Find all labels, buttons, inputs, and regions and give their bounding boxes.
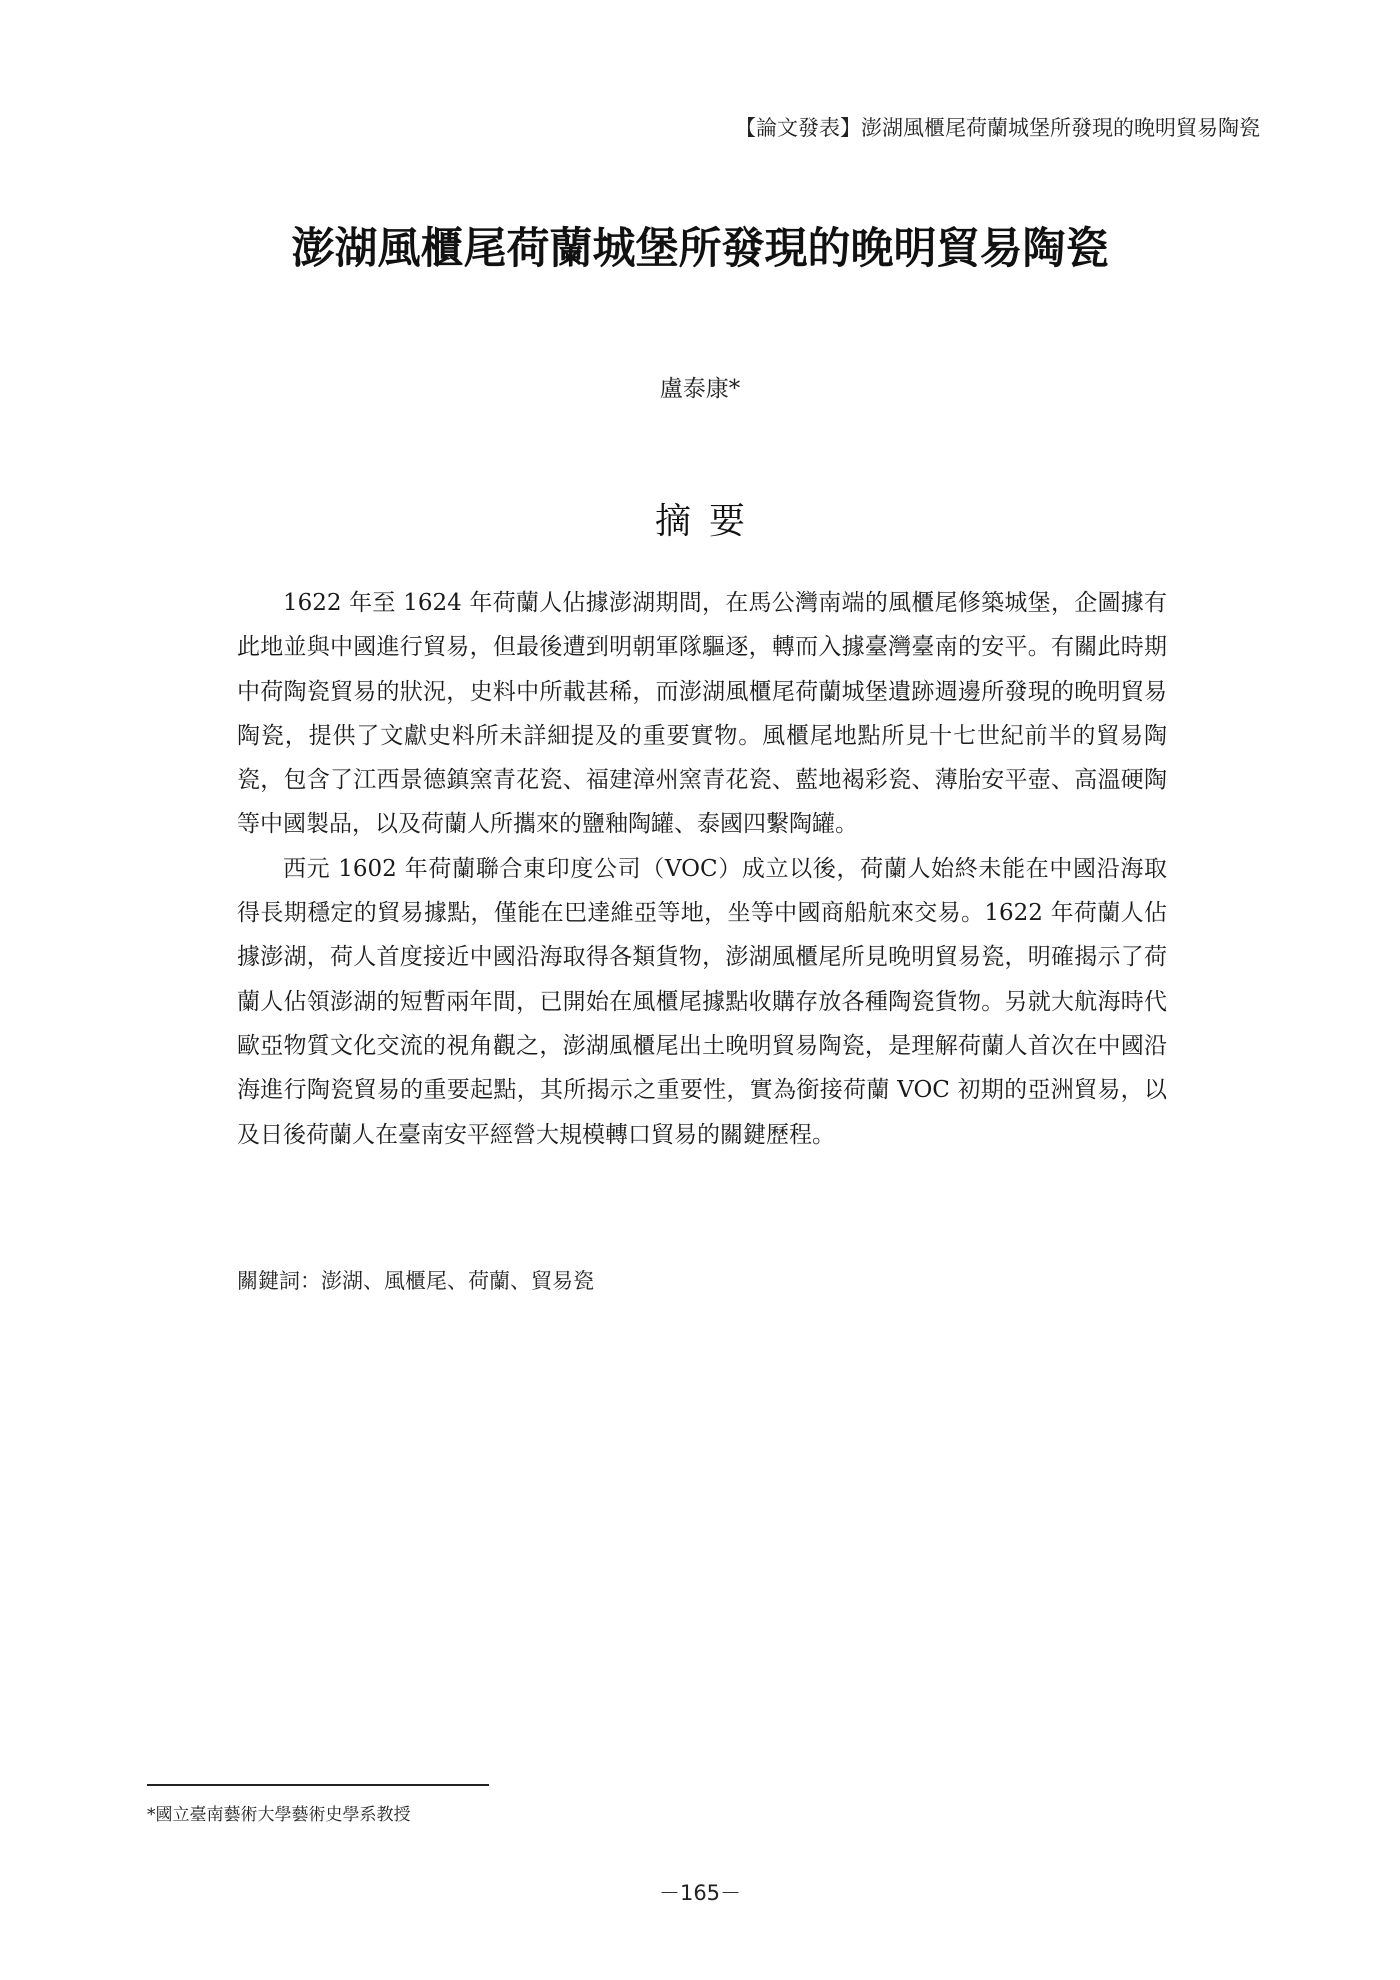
- abstract-paragraph-1: 1622 年至 1624 年荷蘭人佔據澎湖期間，在馬公灣南端的風櫃尾修築城堡，企圖據有此地並與中國進行貿易，但最後遭到明朝軍隊驅逐，轉而入據臺灣臺南的安平。有關此時期中荷陶瓷貿易的狀況，史料中所載甚稀，而澎湖風櫃尾荷蘭城堡遺跡週邊所發現的晚明貿易陶瓷，提供了文獻史料所未詳細提及的重要實物。風櫃尾地點所見十七世紀前半的貿易陶瓷，包含了江西景德鎮窯青花瓷、福建漳州窯青花瓷、藍地褐彩瓷、薄胎安平壺、高溫硬陶等中國製品，以及荷蘭人所攜來的鹽釉陶罐、泰國四繫陶罐。: [237, 590, 1167, 838]
- running-header: 【論文發表】澎湖風櫃尾荷蘭城堡所發現的晚明貿易陶瓷: [735, 116, 1260, 140]
- page-number: －165－: [658, 1881, 742, 1905]
- paper-title: 澎湖風櫃尾荷蘭城堡所發現的晚明貿易陶瓷: [291, 224, 1109, 274]
- abstract-body: [237, 581, 1167, 1157]
- author-name: 盧泰康*: [659, 376, 741, 402]
- abstract-paragraph-2: 西元 1602 年荷蘭聯合東印度公司（VOC）成立以後，荷蘭人始終未能在中國沿海取得長期穩定的貿易據點，僅能在巴達維亞等地，坐等中國商船航來交易。1622 年荷蘭人佔據澎湖，荷人首度接近中國沿海取得各類貨物，澎湖風櫃尾所見晚明貿易瓷，明確揭示了荷蘭人佔領澎湖的短暫兩年間，已開始在風櫃尾據點收購存放各種陶瓷貨物。另就大航海時代歐亞物質文化交流的視角觀之，澎湖風櫃尾出土晚明貿易陶瓷，是理解荷蘭人首次在中國沿海進行陶瓷貿易的重要起點，其所揭示之重要性，實為銜接荷蘭 VOC 初期的亞洲貿易，以及日後荷蘭人在臺南安平經營大規模轉口貿易的關鍵歷程。: [237, 855, 1167, 1148]
- author-affiliation-footnote: *國立臺南藝術大學藝術史學系教授: [147, 1805, 411, 1825]
- keywords: 關鍵詞：澎湖、風櫃尾、荷蘭、貿易瓷: [237, 1269, 594, 1293]
- abstract-heading: 摘要: [654, 501, 763, 542]
- footnote-divider: [147, 1784, 489, 1786]
